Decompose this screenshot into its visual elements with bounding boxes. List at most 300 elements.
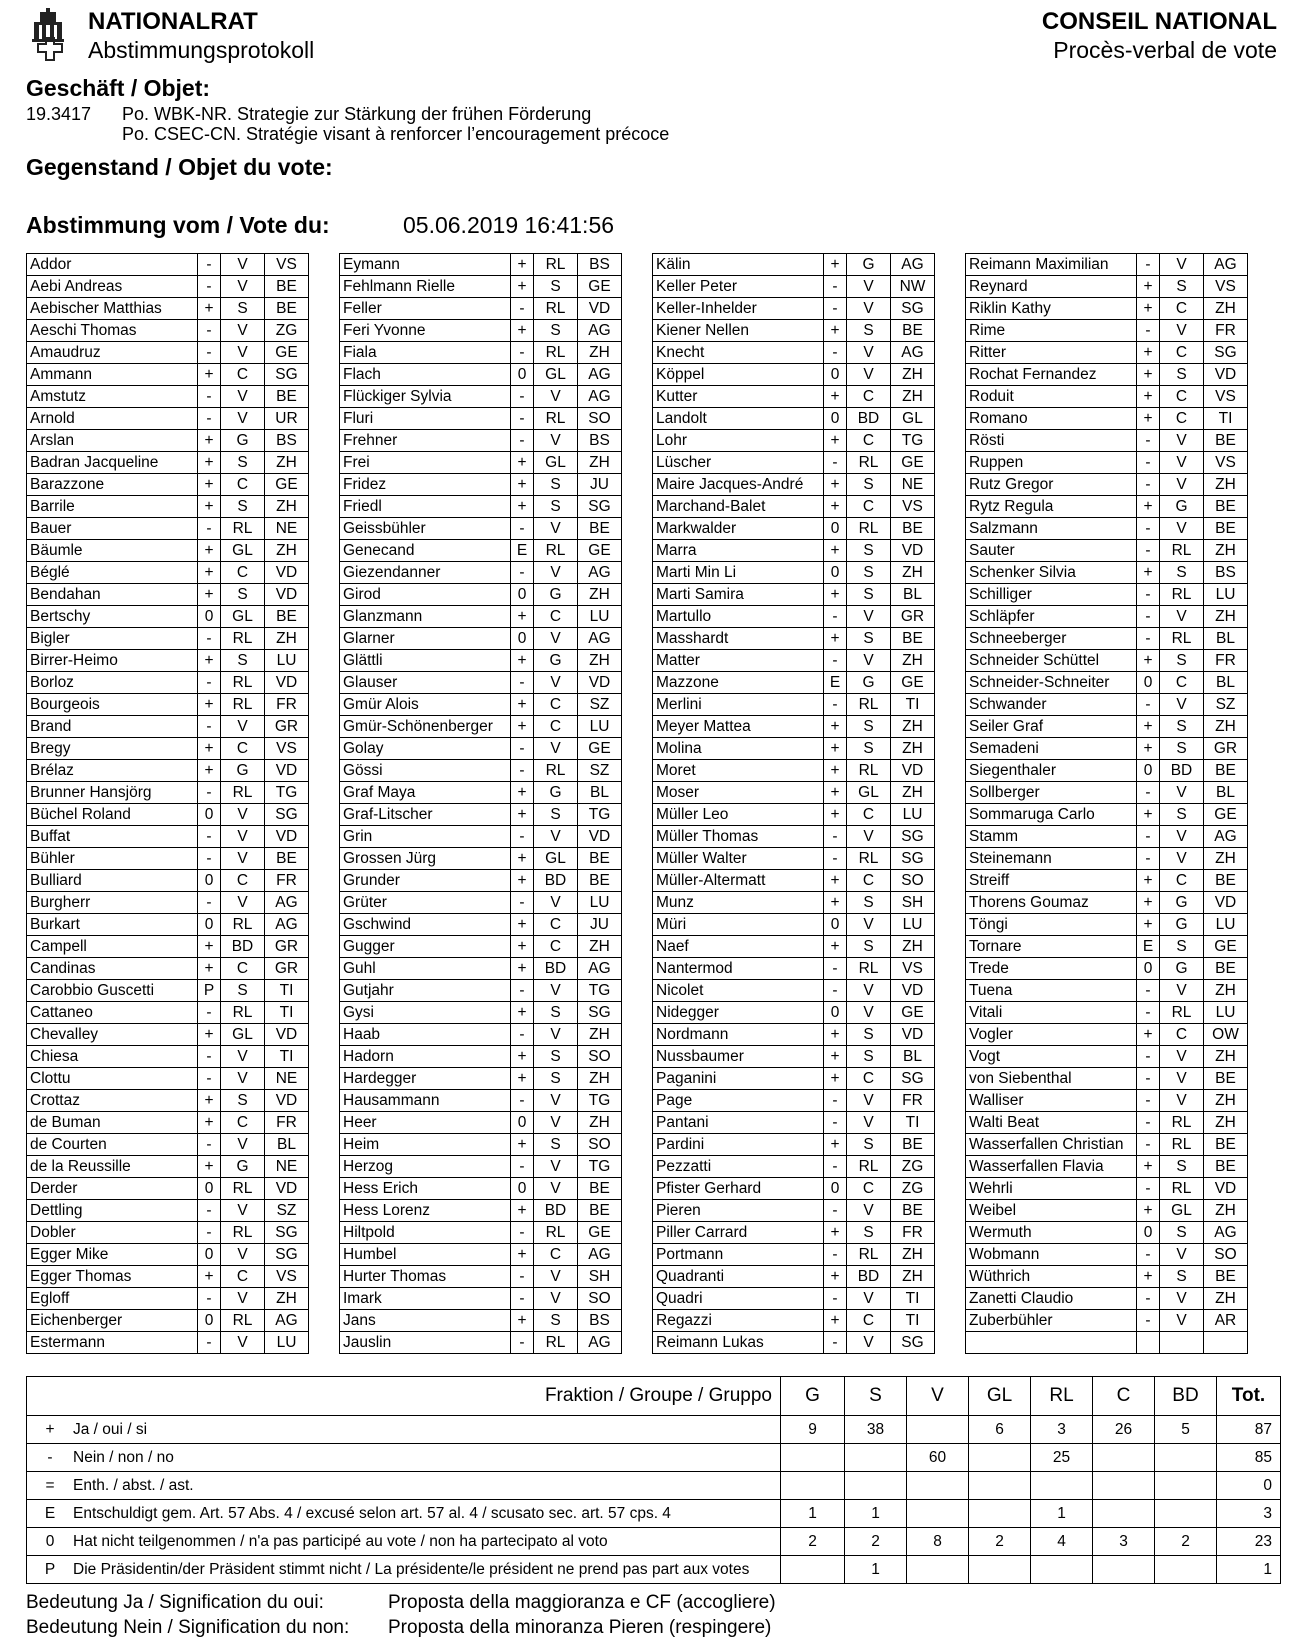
member-row (340, 980, 622, 1002)
member-row (966, 1178, 1248, 1200)
member-canton: TG (578, 1156, 622, 1178)
summary-symbol: 0 (45, 1532, 55, 1550)
member-name: Steinemann (966, 848, 1137, 870)
member-row (27, 254, 309, 276)
member-name: Grunder (340, 870, 511, 892)
member-group: V (221, 804, 265, 826)
member-vote: - (198, 826, 221, 848)
member-group: V (847, 1288, 891, 1310)
member-vote: + (511, 1244, 534, 1266)
member-row (653, 782, 935, 804)
member-canton: ZH (891, 936, 935, 958)
member-row (653, 298, 935, 320)
member-row (966, 540, 1248, 562)
member-row (340, 694, 622, 716)
member-row (653, 716, 935, 738)
member-canton: GE (891, 1002, 935, 1024)
member-canton: BL (891, 584, 935, 606)
member-row (653, 518, 935, 540)
member-canton: TG (578, 1090, 622, 1112)
member-vote: + (1137, 914, 1160, 936)
title-de: NATIONALRAT (88, 8, 258, 35)
member-vote: + (1137, 342, 1160, 364)
member-group: C (847, 496, 891, 518)
member-vote: - (824, 848, 847, 870)
member-canton: ZH (1204, 1200, 1248, 1222)
member-name: Amstutz (27, 386, 198, 408)
member-row (966, 562, 1248, 584)
member-vote: - (511, 518, 534, 540)
member-vote: - (511, 760, 534, 782)
summary-count (845, 1472, 907, 1500)
member-canton: NE (265, 518, 309, 540)
member-row (340, 1288, 622, 1310)
member-name: Matter (653, 650, 824, 672)
member-row (653, 364, 935, 386)
member-name: Flückiger Sylvia (340, 386, 511, 408)
member-name: Friedl (340, 496, 511, 518)
member-group: S (1160, 716, 1204, 738)
member-canton: SG (891, 1332, 935, 1354)
member-group: V (1160, 980, 1204, 1002)
member-name: Knecht (653, 342, 824, 364)
member-row (966, 1200, 1248, 1222)
member-vote: - (511, 738, 534, 760)
member-row (653, 914, 935, 936)
member-vote: + (511, 848, 534, 870)
member-row (340, 716, 622, 738)
member-vote: - (198, 1002, 221, 1024)
member-name: Müller Walter (653, 848, 824, 870)
summary-count (1093, 1472, 1155, 1500)
member-name: Pardini (653, 1134, 824, 1156)
member-row (653, 584, 935, 606)
member-name: Graf-Litscher (340, 804, 511, 826)
member-row (27, 1134, 309, 1156)
member-group: V (221, 408, 265, 430)
member-canton: VD (265, 826, 309, 848)
member-vote: + (511, 936, 534, 958)
member-vote: 0 (198, 870, 221, 892)
summary-description: Nein / non / no (73, 1448, 174, 1466)
member-row (653, 496, 935, 518)
member-canton: ZH (578, 342, 622, 364)
member-row (27, 980, 309, 1002)
summary-count (1031, 1472, 1093, 1500)
summary-row (27, 1472, 1281, 1500)
member-canton: JU (578, 914, 622, 936)
member-row (966, 892, 1248, 914)
summary-count: 4 (1031, 1528, 1093, 1556)
summary-total: 0 (1217, 1472, 1281, 1500)
member-name: Frehner (340, 430, 511, 452)
member-row (27, 1222, 309, 1244)
member-vote: - (511, 430, 534, 452)
member-vote: + (824, 1310, 847, 1332)
member-name: Buffat (27, 826, 198, 848)
member-canton: SG (891, 826, 935, 848)
member-vote: + (511, 276, 534, 298)
member-vote: + (511, 870, 534, 892)
member-name: Maire Jacques-André (653, 474, 824, 496)
member-vote: + (198, 364, 221, 386)
member-row (653, 474, 935, 496)
member-group: V (847, 914, 891, 936)
member-canton: GE (265, 342, 309, 364)
member-row (653, 804, 935, 826)
member-name: Landolt (653, 408, 824, 430)
member-name: Marti Min Li (653, 562, 824, 584)
member-canton: VD (578, 826, 622, 848)
member-group: V (221, 1134, 265, 1156)
member-name: Rutz Gregor (966, 474, 1137, 496)
member-name: Brélaz (27, 760, 198, 782)
member-row (966, 408, 1248, 430)
member-name: Gugger (340, 936, 511, 958)
member-group: RL (221, 1222, 265, 1244)
member-row (653, 276, 935, 298)
member-vote: + (1137, 716, 1160, 738)
member-group: V (1160, 430, 1204, 452)
member-group: RL (847, 958, 891, 980)
member-vote: + (198, 584, 221, 606)
member-group: V (221, 1200, 265, 1222)
member-vote: 0 (198, 1244, 221, 1266)
summary-count (969, 1444, 1031, 1472)
member-group: S (1160, 364, 1204, 386)
member-vote: + (1137, 386, 1160, 408)
member-vote: + (824, 628, 847, 650)
member-name: Sommaruga Carlo (966, 804, 1137, 826)
member-row (966, 1310, 1248, 1332)
member-canton: ZH (891, 1244, 935, 1266)
member-name: Zanetti Claudio (966, 1288, 1137, 1310)
member-row (966, 342, 1248, 364)
member-vote: E (511, 540, 534, 562)
member-group: RL (1160, 1134, 1204, 1156)
member-canton: AG (265, 892, 309, 914)
member-name: Gysi (340, 1002, 511, 1024)
summary-label (27, 1416, 781, 1444)
summary-count: 3 (1093, 1528, 1155, 1556)
member-name: Nussbaumer (653, 1046, 824, 1068)
member-group: C (221, 738, 265, 760)
member-canton: VD (265, 1090, 309, 1112)
member-row (27, 342, 309, 364)
member-canton: AG (1204, 1222, 1248, 1244)
member-group: RL (1160, 540, 1204, 562)
member-name: Imark (340, 1288, 511, 1310)
member-group: RL (1160, 1178, 1204, 1200)
member-canton: BE (1204, 518, 1248, 540)
member-row (27, 936, 309, 958)
summary-count (1031, 1556, 1093, 1584)
member-row (966, 364, 1248, 386)
member-row (340, 1046, 622, 1068)
member-name: Schläpfer (966, 606, 1137, 628)
member-name: Wermuth (966, 1222, 1137, 1244)
member-canton: ZH (578, 452, 622, 474)
member-canton: TI (1204, 408, 1248, 430)
member-row (966, 1112, 1248, 1134)
member-name: Mazzone (653, 672, 824, 694)
member-name: Gmür Alois (340, 694, 511, 716)
member-group: GL (534, 364, 578, 386)
member-group: C (1160, 408, 1204, 430)
member-canton: BL (578, 782, 622, 804)
member-row (27, 518, 309, 540)
member-vote: + (198, 958, 221, 980)
summary-label (27, 1528, 781, 1556)
member-name: Bregy (27, 738, 198, 760)
member-name: Geissbühler (340, 518, 511, 540)
member-row (340, 496, 622, 518)
member-vote: - (824, 1332, 847, 1354)
member-vote: - (1137, 1090, 1160, 1112)
member-group: GL (221, 540, 265, 562)
member-group: V (534, 672, 578, 694)
member-group: V (1160, 254, 1204, 276)
summary-total: 87 (1217, 1416, 1281, 1444)
member-group: S (847, 540, 891, 562)
member-canton: ZH (1204, 848, 1248, 870)
member-row (966, 848, 1248, 870)
member-row (966, 1156, 1248, 1178)
member-group: C (1160, 386, 1204, 408)
member-group: RL (534, 760, 578, 782)
member-canton: BE (891, 320, 935, 342)
member-row (653, 1222, 935, 1244)
member-canton: BE (265, 848, 309, 870)
member-group: V (534, 562, 578, 584)
summary-total: 23 (1217, 1528, 1281, 1556)
member-name: Quadri (653, 1288, 824, 1310)
member-name: Dobler (27, 1222, 198, 1244)
member-name: Jans (340, 1310, 511, 1332)
member-vote: - (198, 408, 221, 430)
business-title-fr: Po. CSEC-CN. Stratégie visant à renforcer l’encouragement précoce (122, 124, 670, 144)
member-canton: ZH (891, 364, 935, 386)
member-canton: NW (891, 276, 935, 298)
member-row (27, 408, 309, 430)
member-group: S (534, 804, 578, 826)
member-vote: + (824, 892, 847, 914)
member-row (653, 760, 935, 782)
member-name: Siegenthaler (966, 760, 1137, 782)
member-group: S (534, 276, 578, 298)
member-row (966, 672, 1248, 694)
member-vote: - (1137, 1310, 1160, 1332)
member-canton: ZH (1204, 1288, 1248, 1310)
member-vote: + (511, 650, 534, 672)
member-canton: AG (578, 386, 622, 408)
member-row (340, 1266, 622, 1288)
member-name: Feri Yvonne (340, 320, 511, 342)
member-name: Gutjahr (340, 980, 511, 1002)
member-column-4 (965, 253, 1248, 1354)
member-vote: - (824, 276, 847, 298)
summary-total: 85 (1217, 1444, 1281, 1472)
member-name: Schenker Silvia (966, 562, 1137, 584)
member-row (966, 584, 1248, 606)
member-vote: + (198, 1024, 221, 1046)
member-name: Graf Maya (340, 782, 511, 804)
member-canton: VS (1204, 386, 1248, 408)
member-canton: ZH (265, 1288, 309, 1310)
member-canton: ZH (1204, 980, 1248, 1002)
member-group: G (1160, 958, 1204, 980)
member-row (966, 298, 1248, 320)
member-group: V (847, 276, 891, 298)
member-row (340, 738, 622, 760)
member-canton: ZH (265, 496, 309, 518)
member-row (27, 1200, 309, 1222)
summary-symbol: P (44, 1560, 56, 1578)
member-group: S (221, 496, 265, 518)
member-row (966, 254, 1248, 276)
member-row (966, 782, 1248, 804)
member-vote: - (198, 892, 221, 914)
member-name: Gschwind (340, 914, 511, 936)
member-group: S (847, 892, 891, 914)
member-canton: SG (265, 1222, 309, 1244)
member-canton: TI (891, 1288, 935, 1310)
member-row (340, 1068, 622, 1090)
member-group: RL (221, 1178, 265, 1200)
summary-count (907, 1472, 969, 1500)
member-name: Schilliger (966, 584, 1137, 606)
member-canton: ZH (265, 452, 309, 474)
member-name: Müri (653, 914, 824, 936)
member-canton: AG (578, 628, 622, 650)
member-group: RL (221, 1002, 265, 1024)
member-name: Piller Carrard (653, 1222, 824, 1244)
summary-label (27, 1472, 781, 1500)
member-row (966, 936, 1248, 958)
member-name: Müller-Altermatt (653, 870, 824, 892)
member-row (966, 628, 1248, 650)
member-group: S (221, 980, 265, 1002)
member-canton: AG (578, 1244, 622, 1266)
member-canton: FR (265, 870, 309, 892)
member-row (340, 958, 622, 980)
summary-count (907, 1416, 969, 1444)
member-canton: TI (891, 1310, 935, 1332)
member-name: Brand (27, 716, 198, 738)
member-name: Romano (966, 408, 1137, 430)
member-group: C (221, 1112, 265, 1134)
member-vote: - (1137, 1288, 1160, 1310)
member-row (340, 1112, 622, 1134)
member-group: V (221, 1068, 265, 1090)
member-row (27, 1266, 309, 1288)
member-row (966, 276, 1248, 298)
summary-count: 60 (907, 1444, 969, 1472)
member-row (966, 1046, 1248, 1068)
member-vote: + (198, 694, 221, 716)
member-canton: VD (265, 562, 309, 584)
summary-row (27, 1528, 1281, 1556)
member-canton: ZH (891, 562, 935, 584)
summary-total: 3 (1217, 1500, 1281, 1528)
member-row (653, 430, 935, 452)
member-name: Schwander (966, 694, 1137, 716)
member-canton: LU (891, 804, 935, 826)
member-canton: BE (891, 1200, 935, 1222)
member-group: C (847, 1068, 891, 1090)
member-row (27, 1288, 309, 1310)
member-canton: TI (265, 980, 309, 1002)
member-vote: - (511, 1156, 534, 1178)
member-group: V (534, 1288, 578, 1310)
member-vote: - (824, 958, 847, 980)
member-row (340, 1200, 622, 1222)
member-name: Béglé (27, 562, 198, 584)
member-group: V (847, 650, 891, 672)
member-name: Bertschy (27, 606, 198, 628)
member-name: Derder (27, 1178, 198, 1200)
member-vote: - (1137, 254, 1160, 276)
member-group: V (847, 980, 891, 1002)
member-vote: - (1137, 1068, 1160, 1090)
member-vote: + (511, 496, 534, 518)
member-vote: - (1137, 694, 1160, 716)
member-group: V (1160, 320, 1204, 342)
member-name: Egloff (27, 1288, 198, 1310)
member-canton: VD (891, 760, 935, 782)
member-canton: VS (265, 254, 309, 276)
member-canton: GE (265, 474, 309, 496)
member-vote: + (1137, 364, 1160, 386)
member-row (27, 826, 309, 848)
member-canton: BE (578, 848, 622, 870)
member-vote: 0 (1137, 1222, 1160, 1244)
member-vote: - (824, 452, 847, 474)
member-canton: AG (578, 320, 622, 342)
summary-symbol: E (44, 1504, 56, 1522)
member-vote: P (198, 980, 221, 1002)
member-name: Fiala (340, 342, 511, 364)
member-group: S (847, 320, 891, 342)
member-name: Pezzatti (653, 1156, 824, 1178)
member-vote: + (511, 804, 534, 826)
member-row (340, 254, 622, 276)
member-name: Wasserfallen Christian (966, 1134, 1137, 1156)
member-row (966, 694, 1248, 716)
member-canton: BS (265, 430, 309, 452)
member-name: Herzog (340, 1156, 511, 1178)
member-canton: BE (891, 518, 935, 540)
member-vote: - (824, 694, 847, 716)
member-row (340, 672, 622, 694)
member-canton: TG (578, 980, 622, 1002)
member-canton: BE (891, 628, 935, 650)
member-canton: AG (578, 1332, 622, 1354)
member-name: Seiler Graf (966, 716, 1137, 738)
member-name: Hess Erich (340, 1178, 511, 1200)
member-vote: + (1137, 408, 1160, 430)
member-canton: ZH (891, 650, 935, 672)
member-name: Arnold (27, 408, 198, 430)
member-vote: - (1137, 980, 1160, 1002)
member-name: Schneider-Schneiter (966, 672, 1137, 694)
member-vote: 0 (824, 1002, 847, 1024)
member-group: C (534, 914, 578, 936)
member-group: GL (847, 782, 891, 804)
member-row (966, 386, 1248, 408)
member-canton: BE (1204, 430, 1248, 452)
member-name: Fluri (340, 408, 511, 430)
